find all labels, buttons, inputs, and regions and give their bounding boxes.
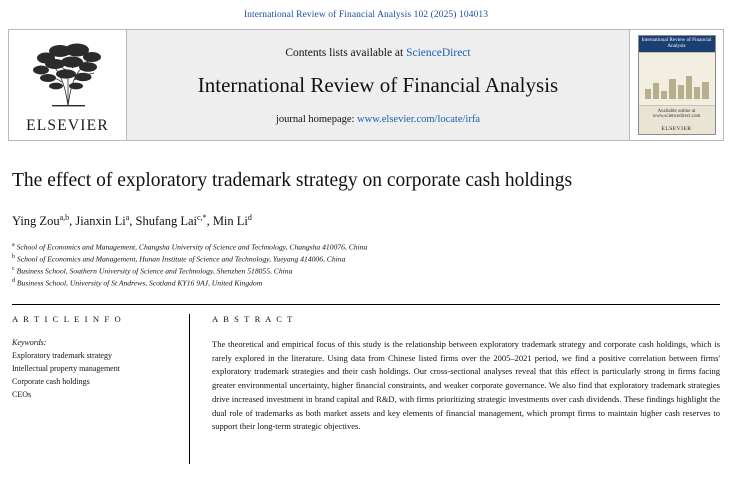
article-info-column (12, 314, 190, 464)
affiliation-mark: c (12, 266, 15, 273)
affiliation-mark: b (12, 253, 15, 260)
info-abstract-row (12, 314, 720, 464)
author-name: Ying Zou (12, 213, 60, 228)
keyword-item: Corporate cash holdings (12, 377, 90, 387)
article-info-heading: A R T I C L E I N F O (12, 313, 123, 324)
author-name: Shufang Lai (135, 213, 197, 228)
cover-graphic (639, 52, 715, 106)
affiliation-list (12, 241, 720, 290)
cover-publisher: ELSEVIER (661, 126, 692, 132)
author-name: Min Li (212, 213, 248, 228)
author-affil-mark: c,* (197, 212, 207, 222)
author-item (136, 214, 213, 228)
keywords-list (12, 349, 179, 402)
affiliation-text: School of Economics and Management, Hunan Institute of Science and Technology, Yueyang 414006, China (16, 254, 346, 264)
journal-reference: International Review of Financial Analysis 102 (2025) 104013 (243, 10, 489, 20)
page-title: The effect of exploratory trademark strategy on corporate cash holdings (12, 170, 573, 191)
author-item (75, 214, 135, 228)
affiliation-mark: d (12, 278, 15, 285)
author-name: Jianxin Li (75, 213, 126, 228)
affiliation-text: Business School, Southern University of Science and Technology, Shenzhen 518055, China (16, 266, 293, 276)
journal-title: International Review of Financial Analysis (197, 73, 559, 97)
affiliation-item (12, 253, 720, 265)
author-list (12, 212, 720, 228)
publisher-name: ELSEVIER (26, 117, 109, 134)
author-affil-mark: d (247, 212, 252, 222)
abstract-heading: A B S T R A C T (212, 313, 295, 324)
abstract-column (212, 314, 720, 464)
affiliation-item (12, 277, 720, 289)
affiliation-text: Business School, University of St Andrews, Scotland KY16 9AJ, United Kingdom (16, 278, 263, 288)
cover-bar-graphic (645, 73, 709, 99)
author-affil-mark: a (125, 212, 130, 222)
affiliation-item (12, 265, 720, 277)
journal-cover-block (629, 30, 723, 140)
keyword-item: CEOs (12, 390, 32, 400)
contents-prefix: Contents lists available at (285, 47, 407, 59)
author-affil-mark: a,b (59, 212, 70, 222)
author-separator: , (206, 213, 213, 228)
elsevier-tree-icon (22, 36, 114, 115)
homepage-prefix: journal homepage: (276, 114, 358, 125)
keyword-item: Intellectual property management (12, 363, 120, 373)
keyword-item: Exploratory trademark strategy (12, 350, 112, 360)
author-separator: , (69, 213, 76, 228)
author-separator: , (129, 213, 136, 228)
cover-title: International Review of Financial Analysis (639, 36, 715, 52)
cover-note: Available online at www.sciencedirect.com (652, 108, 701, 119)
affiliation-text: School of Economics and Management, Changsha University of Science and Technology, Changsha 410076, China (16, 242, 368, 252)
affiliation-item (12, 241, 720, 253)
keywords-label: Keywords: (12, 337, 47, 347)
affiliation-mark: a (12, 241, 15, 248)
journal-homepage-link[interactable]: www.elsevier.com/locate/irfa (357, 114, 480, 125)
author-item (12, 214, 75, 228)
masthead-center (127, 30, 629, 140)
sciencedirect-link[interactable]: ScienceDirect (406, 47, 471, 59)
journal-masthead (8, 29, 724, 141)
section-divider (12, 304, 720, 305)
publisher-logo-block (9, 30, 127, 140)
homepage-line (276, 114, 480, 125)
journal-cover-image (638, 35, 716, 135)
author-item (213, 214, 252, 228)
contents-line (285, 47, 470, 59)
abstract-text: The theoretical and empirical focus of this study is the relationship between exploratory trademark strategy and corporate cash holdings, which is rarely explored in the literature. Using data from Chinese listed firms over the 2005–2021 period, we find a positive correlation between firms' exploratory trademark strategies and their cash holdings. Our cross-sectional analyses reveal that this effect is particularly strong in firms facing greater environmental uncertainty, higher financial constraints, and weaker corporate governance. We also find that exploratory trademark strategies drive increased investment in brand capital and R&D, with firms prioritizing strategic investments over cash dividends. These findings highlight the dual role of trademarks as both market assets and key elements of financial management, which prompt firms to maintain higher cash reserves to support their long-term strategic objectives. (212, 338, 720, 432)
